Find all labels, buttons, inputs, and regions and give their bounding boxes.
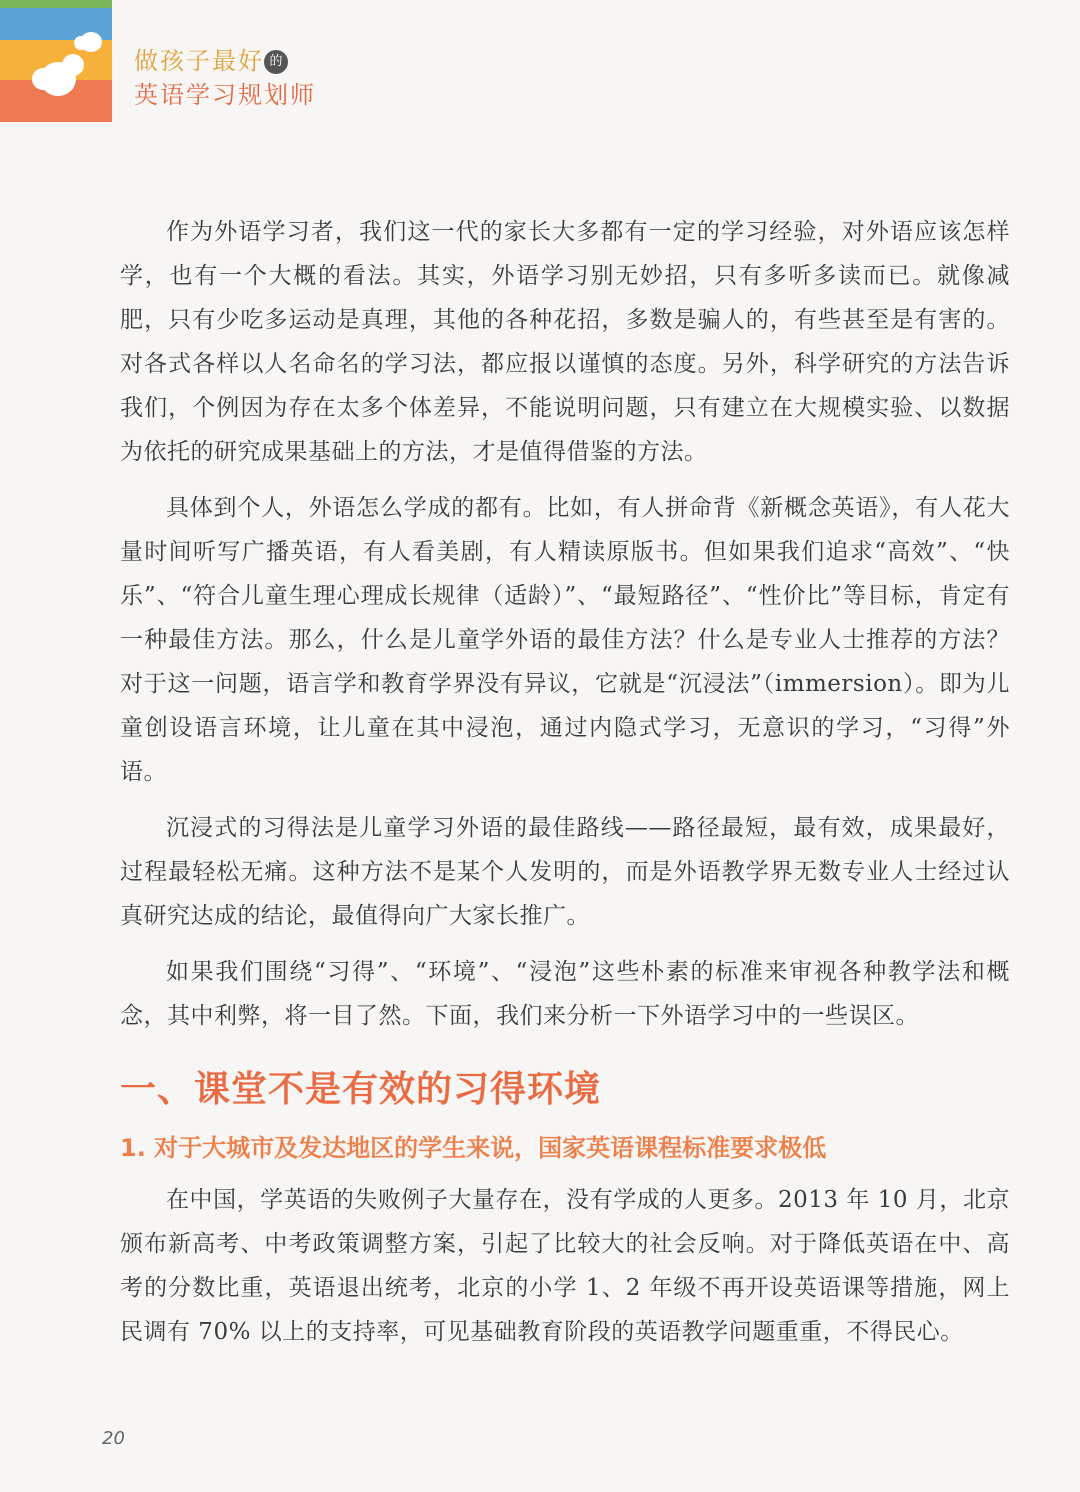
header-color-stripes bbox=[0, 0, 112, 122]
series-title-badge: 的 bbox=[264, 50, 288, 74]
body-paragraph: 作为外语学习者，我们这一代的家长大多都有一定的学习经验，对外语应该怎样学，也有一个大概的看法。其实，外语学习别无妙招，只有多听多读而已。就像减肥，只有少吃多运动是真理，其他的各种花招，多数是骗人的，有些甚至是有害的。对各式各样以人名命名的学习法，都应报以谨慎的态度。另外，科学研究的方法告诉我们，个例因为存在太多个体差异，不能说明问题，只有建立在大规模实验、以数据为依托的研究成果基础上的方法，才是值得借鉴的方法。 bbox=[120, 219, 1010, 465]
section-heading: 一、课堂不是有效的习得环境 bbox=[120, 1069, 602, 1110]
body-paragraph: 沉浸式的习得法是儿童学习外语的最佳路线——路径最短，最有效，成果最好，过程最轻松无痛。这种方法不是某个人发明的，而是外语教学界无数专业人士经过认真研究达成的结论，最值得向广大家长推广。 bbox=[120, 815, 1010, 929]
page-content bbox=[120, 210, 1010, 1354]
series-title-line1: 做孩子最好 的 bbox=[134, 44, 316, 78]
body-paragraph: 如果我们围绕“习得”、“环境”、“浸泡”这些朴素的标准来审视各种教学法和概念，其中利弊，将一目了然。下面，我们来分析一下外语学习中的一些误区。 bbox=[120, 959, 1010, 1029]
flower-small-icon bbox=[80, 32, 102, 52]
stripe-green bbox=[0, 0, 112, 8]
body-paragraph: 具体到个人，外语怎么学成的都有。比如，有人拼命背《新概念英语》，有人花大量时间听写广播英语，有人看美剧，有人精读原版书。但如果我们追求“高效”、“快乐”、“符合儿童生理心理成长规律（适龄）”、“最短路径”、“性价比”等目标，肯定有一种最佳方法。那么，什么是儿童学外语的最佳方法？什么是专业人士推荐的方法？对于这一问题，语言学和教育学界没有异议，它就是“沉浸法”（immersion）。即为儿童创设语言环境，让儿童在其中浸泡，通过内隐式学习，无意识的学习，“习得”外语。 bbox=[120, 495, 1010, 785]
section-paragraph: 在中国，学英语的失败例子大量存在，没有学成的人更多。2013 年 10 月，北京颁布新高考、中考政策调整方案，引起了比较大的社会反响。对于降低英语在中、高考的分数比重，英语退出统考，北京的小学 1、2 年级不再开设英语课等措施，网上民调有 70% 以上的支持率，可见基础教育阶段的英语教学问题重重，不得民心。 bbox=[120, 1187, 1010, 1345]
page-number: 20 bbox=[102, 1428, 125, 1449]
sub-heading: 1. 对于大城市及发达地区的学生来说，国家英语课程标准要求极低 bbox=[120, 1134, 827, 1162]
series-title-line2: 英语学习规划师 bbox=[134, 81, 316, 109]
series-title bbox=[134, 44, 316, 112]
flower-large-icon bbox=[40, 62, 76, 96]
